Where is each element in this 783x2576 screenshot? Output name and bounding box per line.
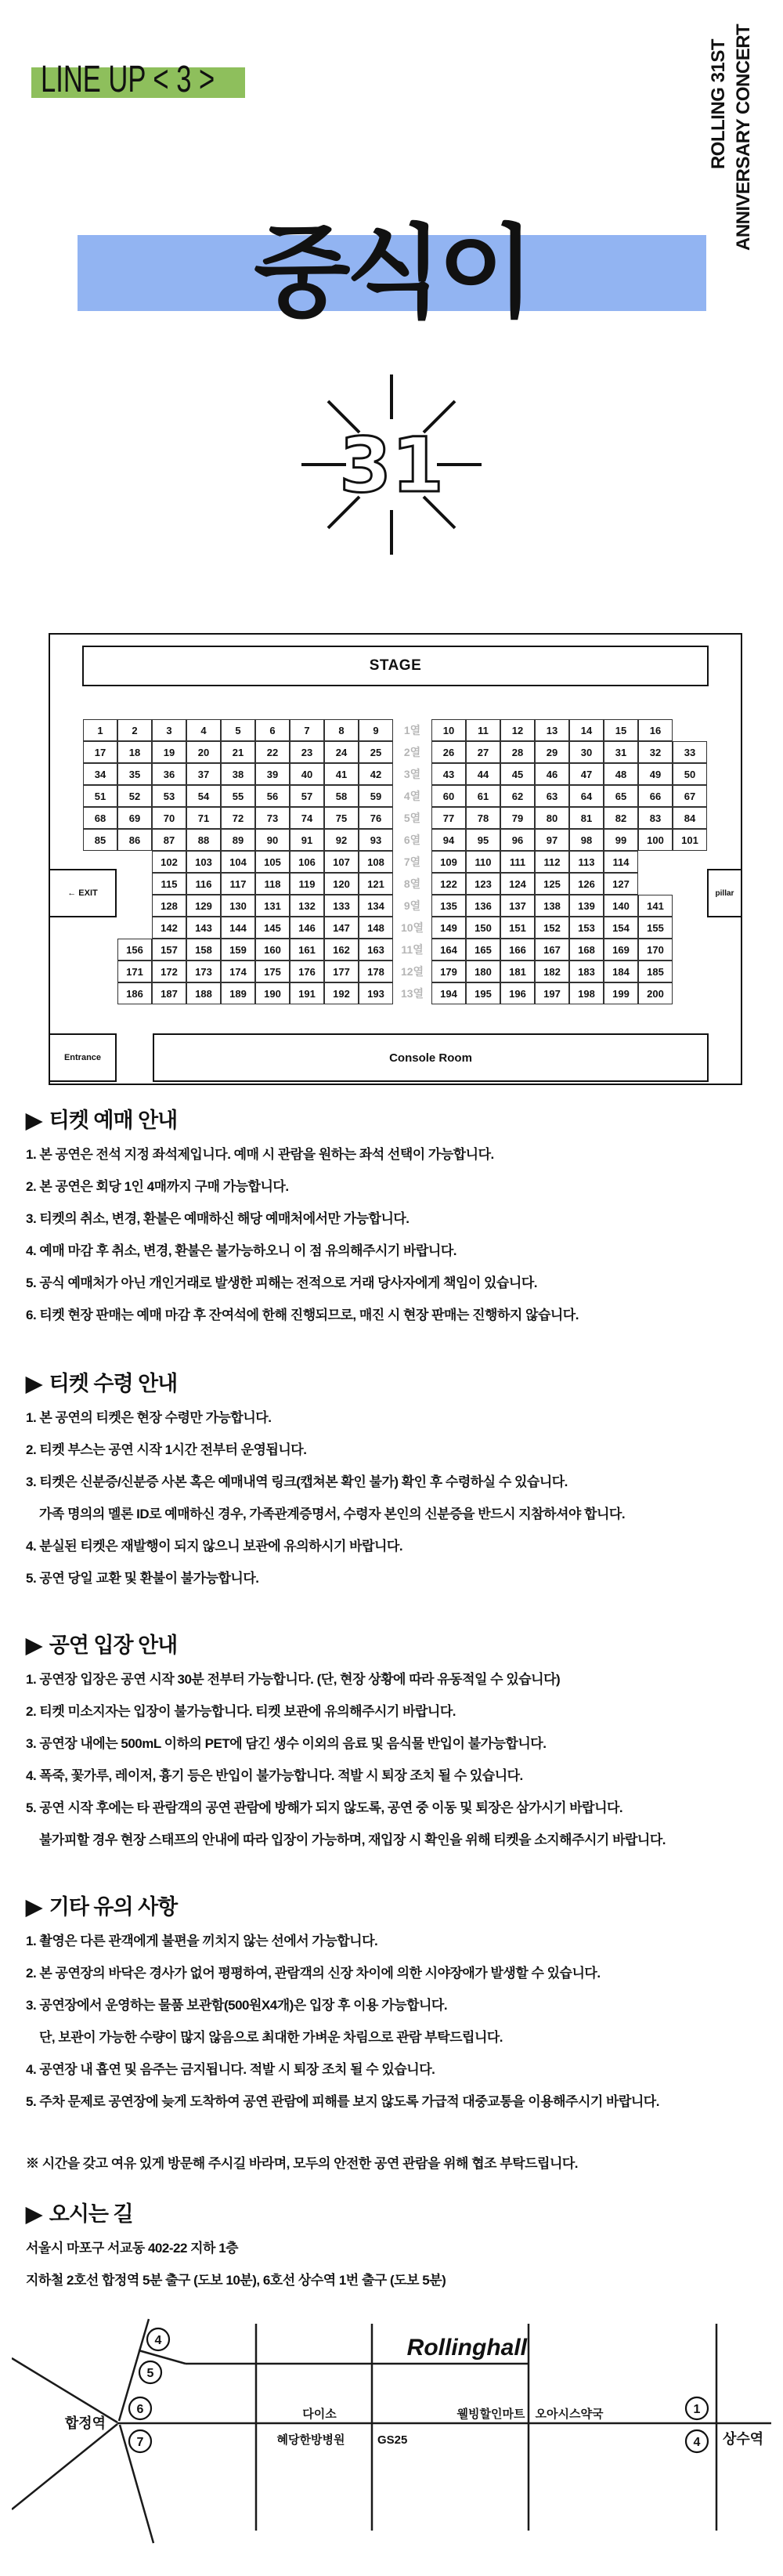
seat-56: 56 (255, 785, 290, 807)
seat-63: 63 (535, 785, 569, 807)
seat-81: 81 (569, 807, 604, 829)
vertical-title-line1: ROLLING 31ST (708, 39, 729, 170)
section-3-item-6: 불가피할 경우 현장 스태프의 안내에 따라 입장이 가능하며, 재입장 시 확인을 위해 티켓을 소지해주시기 바랍니다. (39, 1833, 666, 1847)
svg-text:4: 4 (154, 2334, 162, 2347)
seat-174: 174 (221, 961, 255, 982)
seat-66: 66 (638, 785, 673, 807)
section-2-item-2: 2. 티켓 부스는 공연 시작 1시간 전부터 운영됩니다. (26, 1442, 307, 1457)
seat-100: 100 (638, 829, 673, 851)
seat-102: 102 (152, 851, 186, 873)
seat-17: 17 (83, 741, 117, 763)
poi-pharmacy-label: 오아시스약국 (535, 2408, 604, 2421)
seat-111: 111 (500, 851, 535, 873)
seat-114: 114 (604, 851, 638, 873)
seat-57: 57 (290, 785, 324, 807)
seat-178: 178 (359, 961, 393, 982)
section-marker-icon: ▶ (26, 1634, 41, 1657)
section-marker-icon: ▶ (26, 1372, 41, 1395)
seat-133: 133 (324, 895, 359, 917)
section-3-item-2: 2. 티켓 미소지자는 입장이 불가능합니다. 티켓 보관에 유의해주시기 바랍니다. (26, 1704, 456, 1719)
seat-179: 179 (431, 961, 466, 982)
seat-80: 80 (535, 807, 569, 829)
seat-182: 182 (535, 961, 569, 982)
row-label-9: 9열 (403, 899, 421, 912)
seat-9: 9 (359, 719, 393, 741)
poi-daiso-label: 다이소 (302, 2408, 337, 2421)
seat-64: 64 (569, 785, 604, 807)
seat-16: 16 (638, 719, 673, 741)
seat-130: 130 (221, 895, 255, 917)
seat-185: 185 (638, 961, 673, 982)
seat-138: 138 (535, 895, 569, 917)
seat-38: 38 (221, 763, 255, 785)
svg-text:1: 1 (693, 2403, 701, 2416)
svg-text:5: 5 (146, 2367, 154, 2380)
seat-79: 79 (500, 807, 535, 829)
seat-156: 156 (117, 939, 152, 961)
seat-188: 188 (186, 982, 221, 1004)
seat-151: 151 (500, 917, 535, 939)
seat-181: 181 (500, 961, 535, 982)
seat-59: 59 (359, 785, 393, 807)
seat-134: 134 (359, 895, 393, 917)
section-4-item-3: 3. 공연장에서 운영하는 물품 보관함(500원X4개)은 입장 후 이용 가능합니다. (26, 1998, 448, 2013)
section-directions-item-2: 지하철 2호선 합정역 5분 출구 (도보 10분), 6호선 상수역 1번 출구 (도보 5분) (26, 2273, 446, 2288)
seat-124: 124 (500, 873, 535, 895)
section-2-item-1: 1. 본 공연의 티켓은 현장 수령만 가능합니다. (26, 1410, 272, 1425)
seat-197: 197 (535, 982, 569, 1004)
seat-22: 22 (255, 741, 290, 763)
exit-marker-7-left (129, 2430, 151, 2452)
seat-186: 186 (117, 982, 152, 1004)
console-room-area (153, 1033, 709, 1082)
seat-88: 88 (186, 829, 221, 851)
stage-label: STAGE (369, 657, 422, 674)
vertical-title-line2: ANNIVERSARY CONCERT (733, 24, 754, 251)
seat-108: 108 (359, 851, 393, 873)
seat-26: 26 (431, 741, 466, 763)
section-2-item-4: 가족 명의의 멜론 ID로 예매하신 경우, 가족관계증명서, 수령자 본인의 신분증을 반드시 지참하셔야 합니다. (39, 1507, 626, 1521)
seat-70: 70 (152, 807, 186, 829)
vertical-event-title (706, 24, 758, 251)
seat-97: 97 (535, 829, 569, 851)
seat-39: 39 (255, 763, 290, 785)
seat-119: 119 (290, 873, 324, 895)
section-4 (26, 1890, 762, 2127)
anniversary-31-logo (298, 356, 485, 576)
seat-96: 96 (500, 829, 535, 851)
seat-187: 187 (152, 982, 186, 1004)
seat-53: 53 (152, 785, 186, 807)
seat-198: 198 (569, 982, 604, 1004)
section-1-item-1: 1. 본 공연은 전석 지정 좌석제입니다. 예매 시 관람을 원하는 좌석 선택이 가능합니다. (26, 1147, 494, 1162)
seat-157: 157 (152, 939, 186, 961)
seat-65: 65 (604, 785, 638, 807)
seat-112: 112 (535, 851, 569, 873)
map-streets (12, 2319, 771, 2543)
exit-label: ← EXIT (67, 888, 98, 898)
seat-36: 36 (152, 763, 186, 785)
seat-24: 24 (324, 741, 359, 763)
seat-62: 62 (500, 785, 535, 807)
seat-171: 171 (117, 961, 152, 982)
section-directions-item-1: 서울시 마포구 서교동 402-22 지하 1층 (26, 2241, 239, 2256)
pillar-area (707, 869, 742, 917)
seat-18: 18 (117, 741, 152, 763)
row-label-8: 8열 (403, 877, 421, 890)
seat-199: 199 (604, 982, 638, 1004)
seat-2: 2 (117, 719, 152, 741)
seat-90: 90 (255, 829, 290, 851)
seat-155: 155 (638, 917, 673, 939)
seat-146: 146 (290, 917, 324, 939)
seat-153: 153 (569, 917, 604, 939)
seat-52: 52 (117, 785, 152, 807)
row-label-4: 4열 (403, 790, 421, 802)
seat-1: 1 (83, 719, 117, 741)
seat-44: 44 (466, 763, 500, 785)
seat-161: 161 (290, 939, 324, 961)
seat-136: 136 (466, 895, 500, 917)
seat-77: 77 (431, 807, 466, 829)
seat-135: 135 (431, 895, 466, 917)
seat-154: 154 (604, 917, 638, 939)
exit-marker-6-left (129, 2397, 151, 2419)
seat-196: 196 (500, 982, 535, 1004)
station-hapjeong-label: 합정역 (64, 2415, 106, 2431)
seat-148: 148 (359, 917, 393, 939)
seat-46: 46 (535, 763, 569, 785)
section-4-item-5: 4. 공연장 내 흡연 및 음주는 금지됩니다. 적발 시 퇴장 조치 될 수 있습니다. (26, 2062, 435, 2077)
section-marker-icon: ▶ (26, 2202, 41, 2226)
venue-map (12, 2317, 771, 2576)
seat-5: 5 (221, 719, 255, 741)
seat-55: 55 (221, 785, 255, 807)
row-label-12: 12열 (400, 965, 424, 978)
section-1 (26, 1103, 762, 1340)
seat-166: 166 (500, 939, 535, 961)
venue-name-label: Rollinghall (406, 2335, 527, 2361)
seat-67: 67 (673, 785, 707, 807)
seat-109: 109 (431, 851, 466, 873)
seat-177: 177 (324, 961, 359, 982)
section-marker-icon: ▶ (26, 1109, 41, 1132)
seat-73: 73 (255, 807, 290, 829)
artist-name: 중식이 (254, 217, 530, 329)
seat-19: 19 (152, 741, 186, 763)
section-2-item-3: 3. 티켓은 신분증/신분증 사본 혹은 예매내역 링크(캡쳐본 확인 불가) 확인 후 수령하실 수 있습니다. (26, 1474, 568, 1489)
section-4-item-1: 1. 촬영은 다른 관객에게 불편을 끼치지 않는 선에서 가능합니다. (26, 1934, 378, 1948)
seat-152: 152 (535, 917, 569, 939)
entrance-label: Entrance (63, 1053, 102, 1062)
seat-33: 33 (673, 741, 707, 763)
seat-50: 50 (673, 763, 707, 785)
row-label-1: 1열 (403, 724, 421, 736)
seat-172: 172 (152, 961, 186, 982)
seat-28: 28 (500, 741, 535, 763)
svg-text:7: 7 (136, 2436, 144, 2449)
seat-150: 150 (466, 917, 500, 939)
section-1-item-2: 2. 본 공연은 회당 1인 4매까지 구매 가능합니다. (26, 1179, 289, 1194)
seat-143: 143 (186, 917, 221, 939)
poi-hospital-label: 혜당한방병원 (276, 2433, 345, 2447)
logo-31-number: 31 (339, 421, 444, 509)
exit-marker-1-right (686, 2397, 708, 2419)
seat-121: 121 (359, 873, 393, 895)
seat-140: 140 (604, 895, 638, 917)
seat-122: 122 (431, 873, 466, 895)
seat-169: 169 (604, 939, 638, 961)
seat-101: 101 (673, 829, 707, 851)
seat-82: 82 (604, 807, 638, 829)
seat-3: 3 (152, 719, 186, 741)
row-label-11: 11열 (401, 943, 424, 956)
seat-126: 126 (569, 873, 604, 895)
seat-60: 60 (431, 785, 466, 807)
stage-area (82, 646, 709, 686)
lineup-title: LINE UP < 3 > (41, 59, 215, 100)
seat-71: 71 (186, 807, 221, 829)
svg-text:6: 6 (136, 2403, 144, 2416)
seat-110: 110 (466, 851, 500, 873)
seat-48: 48 (604, 763, 638, 785)
seat-29: 29 (535, 741, 569, 763)
seat-160: 160 (255, 939, 290, 961)
seat-30: 30 (569, 741, 604, 763)
seat-27: 27 (466, 741, 500, 763)
entrance-area (49, 1033, 117, 1082)
seat-95: 95 (466, 829, 500, 851)
section-3 (26, 1628, 762, 1865)
seat-132: 132 (290, 895, 324, 917)
seat-128: 128 (152, 895, 186, 917)
seat-189: 189 (221, 982, 255, 1004)
section-4-title: ▶ 기타 유의 사항 (26, 1895, 178, 1919)
seat-6: 6 (255, 719, 290, 741)
svg-text:4: 4 (693, 2436, 701, 2449)
section-3-item-1: 1. 공연장 입장은 공연 시작 30분 전부터 가능합니다. (단, 현장 상황에 따라 유동적일 수 있습니다) (26, 1672, 561, 1687)
row-label-2: 2열 (403, 746, 421, 758)
seat-165: 165 (466, 939, 500, 961)
section-2-item-6: 5. 공연 당일 교환 및 환불이 불가능합니다. (26, 1571, 259, 1586)
section-2 (26, 1366, 762, 1604)
seat-58: 58 (324, 785, 359, 807)
seat-180: 180 (466, 961, 500, 982)
seat-54: 54 (186, 785, 221, 807)
seat-74: 74 (290, 807, 324, 829)
seat-149: 149 (431, 917, 466, 939)
seat-42: 42 (359, 763, 393, 785)
section-4-item-2: 2. 본 공연장의 바닥은 경사가 없어 평평하여, 관람객의 신장 차이에 의한 시야장애가 발생할 수 있습니다. (26, 1966, 601, 1981)
row-label-6: 6열 (403, 834, 421, 846)
exit-marker-4-right (686, 2430, 708, 2452)
seat-116: 116 (186, 873, 221, 895)
row-label-13: 13열 (400, 987, 424, 1000)
section-3-item-3: 3. 공연장 내에는 500mL 이하의 PET에 담긴 생수 이외의 음료 및 음식물 반입이 불가능합니다. (26, 1736, 547, 1751)
station-sangsu-label: 상수역 (723, 2431, 764, 2447)
seat-49: 49 (638, 763, 673, 785)
seat-200: 200 (638, 982, 673, 1004)
seat-144: 144 (221, 917, 255, 939)
seat-193: 193 (359, 982, 393, 1004)
seat-168: 168 (569, 939, 604, 961)
seat-76: 76 (359, 807, 393, 829)
row-label-3: 3열 (403, 768, 421, 780)
exit-marker-5-left (139, 2361, 161, 2383)
section-1-item-5: 5. 공식 예매처가 아닌 개인거래로 발생한 피해는 전적으로 거래 당사자에게 책임이 있습니다. (26, 1275, 537, 1290)
seat-69: 69 (117, 807, 152, 829)
seat-32: 32 (638, 741, 673, 763)
seat-194: 194 (431, 982, 466, 1004)
section-directions (26, 2197, 762, 2306)
seat-13: 13 (535, 719, 569, 741)
seat-98: 98 (569, 829, 604, 851)
seat-129: 129 (186, 895, 221, 917)
seat-103: 103 (186, 851, 221, 873)
seat-10: 10 (431, 719, 466, 741)
seat-195: 195 (466, 982, 500, 1004)
section-2-title: ▶ 티켓 수령 안내 (26, 1372, 178, 1395)
seat-176: 176 (290, 961, 324, 982)
seat-40: 40 (290, 763, 324, 785)
seat-93: 93 (359, 829, 393, 851)
seat-25: 25 (359, 741, 393, 763)
poi-gs25-label: GS25 (377, 2433, 408, 2447)
seat-139: 139 (569, 895, 604, 917)
seat-170: 170 (638, 939, 673, 961)
seat-7: 7 (290, 719, 324, 741)
section-4-item-6: 5. 주차 문제로 공연장에 늦게 도착하여 공연 관람에 피해를 보지 않도록 가급적 대중교통을 이용해주시기 바랍니다. (26, 2094, 659, 2109)
seat-184: 184 (604, 961, 638, 982)
seat-11: 11 (466, 719, 500, 741)
seat-137: 137 (500, 895, 535, 917)
seat-91: 91 (290, 829, 324, 851)
seat-118: 118 (255, 873, 290, 895)
seat-127: 127 (604, 873, 638, 895)
row-label-10: 10열 (400, 921, 424, 934)
row-label-7: 7열 (403, 856, 421, 868)
pillar-label: pillar (715, 888, 734, 898)
seat-75: 75 (324, 807, 359, 829)
exit-marker-4-left (147, 2328, 169, 2350)
row-label-5: 5열 (403, 812, 421, 824)
seat-45: 45 (500, 763, 535, 785)
seat-78: 78 (466, 807, 500, 829)
seat-43: 43 (431, 763, 466, 785)
seat-35: 35 (117, 763, 152, 785)
section-3-item-5: 5. 공연 시작 후에는 타 관람객의 공연 관람에 방해가 되지 않도록, 공연 중 이동 및 퇴장은 삼가시기 바랍니다. (26, 1800, 623, 1815)
seat-4: 4 (186, 719, 221, 741)
seat-131: 131 (255, 895, 290, 917)
seat-92: 92 (324, 829, 359, 851)
seat-183: 183 (569, 961, 604, 982)
seat-20: 20 (186, 741, 221, 763)
seat-31: 31 (604, 741, 638, 763)
seat-158: 158 (186, 939, 221, 961)
seat-147: 147 (324, 917, 359, 939)
seat-15: 15 (604, 719, 638, 741)
seat-21: 21 (221, 741, 255, 763)
seat-61: 61 (466, 785, 500, 807)
seat-192: 192 (324, 982, 359, 1004)
console-room-label: Console Room (389, 1051, 472, 1065)
seat-117: 117 (221, 873, 255, 895)
section-marker-icon: ▶ (26, 1895, 41, 1919)
seat-104: 104 (221, 851, 255, 873)
poi-mart-label: 웰빙할인마트 (456, 2408, 525, 2421)
seat-14: 14 (569, 719, 604, 741)
seat-37: 37 (186, 763, 221, 785)
seat-106: 106 (290, 851, 324, 873)
seat-85: 85 (83, 829, 117, 851)
seat-113: 113 (569, 851, 604, 873)
section-directions-title: ▶ 오시는 길 (26, 2202, 133, 2226)
seat-125: 125 (535, 873, 569, 895)
seat-164: 164 (431, 939, 466, 961)
section-3-item-4: 4. 폭죽, 꽃가루, 레이저, 흉기 등은 반입이 불가능합니다. 적발 시 퇴장 조치 될 수 있습니다. (26, 1768, 523, 1783)
seat-191: 191 (290, 982, 324, 1004)
seat-120: 120 (324, 873, 359, 895)
seat-159: 159 (221, 939, 255, 961)
section-1-title: ▶ 티켓 예매 안내 (26, 1109, 178, 1132)
seat-145: 145 (255, 917, 290, 939)
artist-banner (78, 217, 706, 329)
notice-line: ※ 시간을 갖고 여유 있게 방문해 주시길 바라며, 모두의 안전한 공연 관람을 위해 협조 부탁드립니다. (26, 2156, 579, 2171)
section-2-item-5: 4. 분실된 티켓은 재발행이 되지 않으니 보관에 유의하시기 바랍니다. (26, 1539, 403, 1554)
seat-163: 163 (359, 939, 393, 961)
seat-99: 99 (604, 829, 638, 851)
seat-47: 47 (569, 763, 604, 785)
seat-94: 94 (431, 829, 466, 851)
seat-68: 68 (83, 807, 117, 829)
section-4-item-4: 단, 보관이 가능한 수량이 많지 않음으로 최대한 가벼운 차림으로 관람 부탁드립니다. (39, 2030, 503, 2045)
section-1-item-3: 3. 티켓의 취소, 변경, 환불은 예매하신 해당 예매처에서만 가능합니다. (26, 1211, 410, 1226)
exit-area (49, 869, 117, 917)
seat-41: 41 (324, 763, 359, 785)
seat-175: 175 (255, 961, 290, 982)
seat-8: 8 (324, 719, 359, 741)
seat-86: 86 (117, 829, 152, 851)
seat-173: 173 (186, 961, 221, 982)
section-3-title: ▶ 공연 입장 안내 (26, 1634, 178, 1657)
seat-141: 141 (638, 895, 673, 917)
seat-115: 115 (152, 873, 186, 895)
seat-190: 190 (255, 982, 290, 1004)
seat-142: 142 (152, 917, 186, 939)
seat-83: 83 (638, 807, 673, 829)
seat-162: 162 (324, 939, 359, 961)
seat-12: 12 (500, 719, 535, 741)
seat-72: 72 (221, 807, 255, 829)
seat-123: 123 (466, 873, 500, 895)
seat-107: 107 (324, 851, 359, 873)
seat-167: 167 (535, 939, 569, 961)
seat-89: 89 (221, 829, 255, 851)
section-1-item-4: 4. 예매 마감 후 취소, 변경, 환불은 불가능하오니 이 점 유의해주시기 바랍니다. (26, 1243, 456, 1258)
seat-34: 34 (83, 763, 117, 785)
seat-map (49, 633, 742, 1085)
seat-87: 87 (152, 829, 186, 851)
seat-51: 51 (83, 785, 117, 807)
seat-84: 84 (673, 807, 707, 829)
seat-105: 105 (255, 851, 290, 873)
section-1-item-6: 6. 티켓 현장 판매는 예매 마감 후 잔여석에 한해 진행되므로, 매진 시 현장 판매는 진행하지 않습니다. (26, 1308, 579, 1322)
seat-23: 23 (290, 741, 324, 763)
